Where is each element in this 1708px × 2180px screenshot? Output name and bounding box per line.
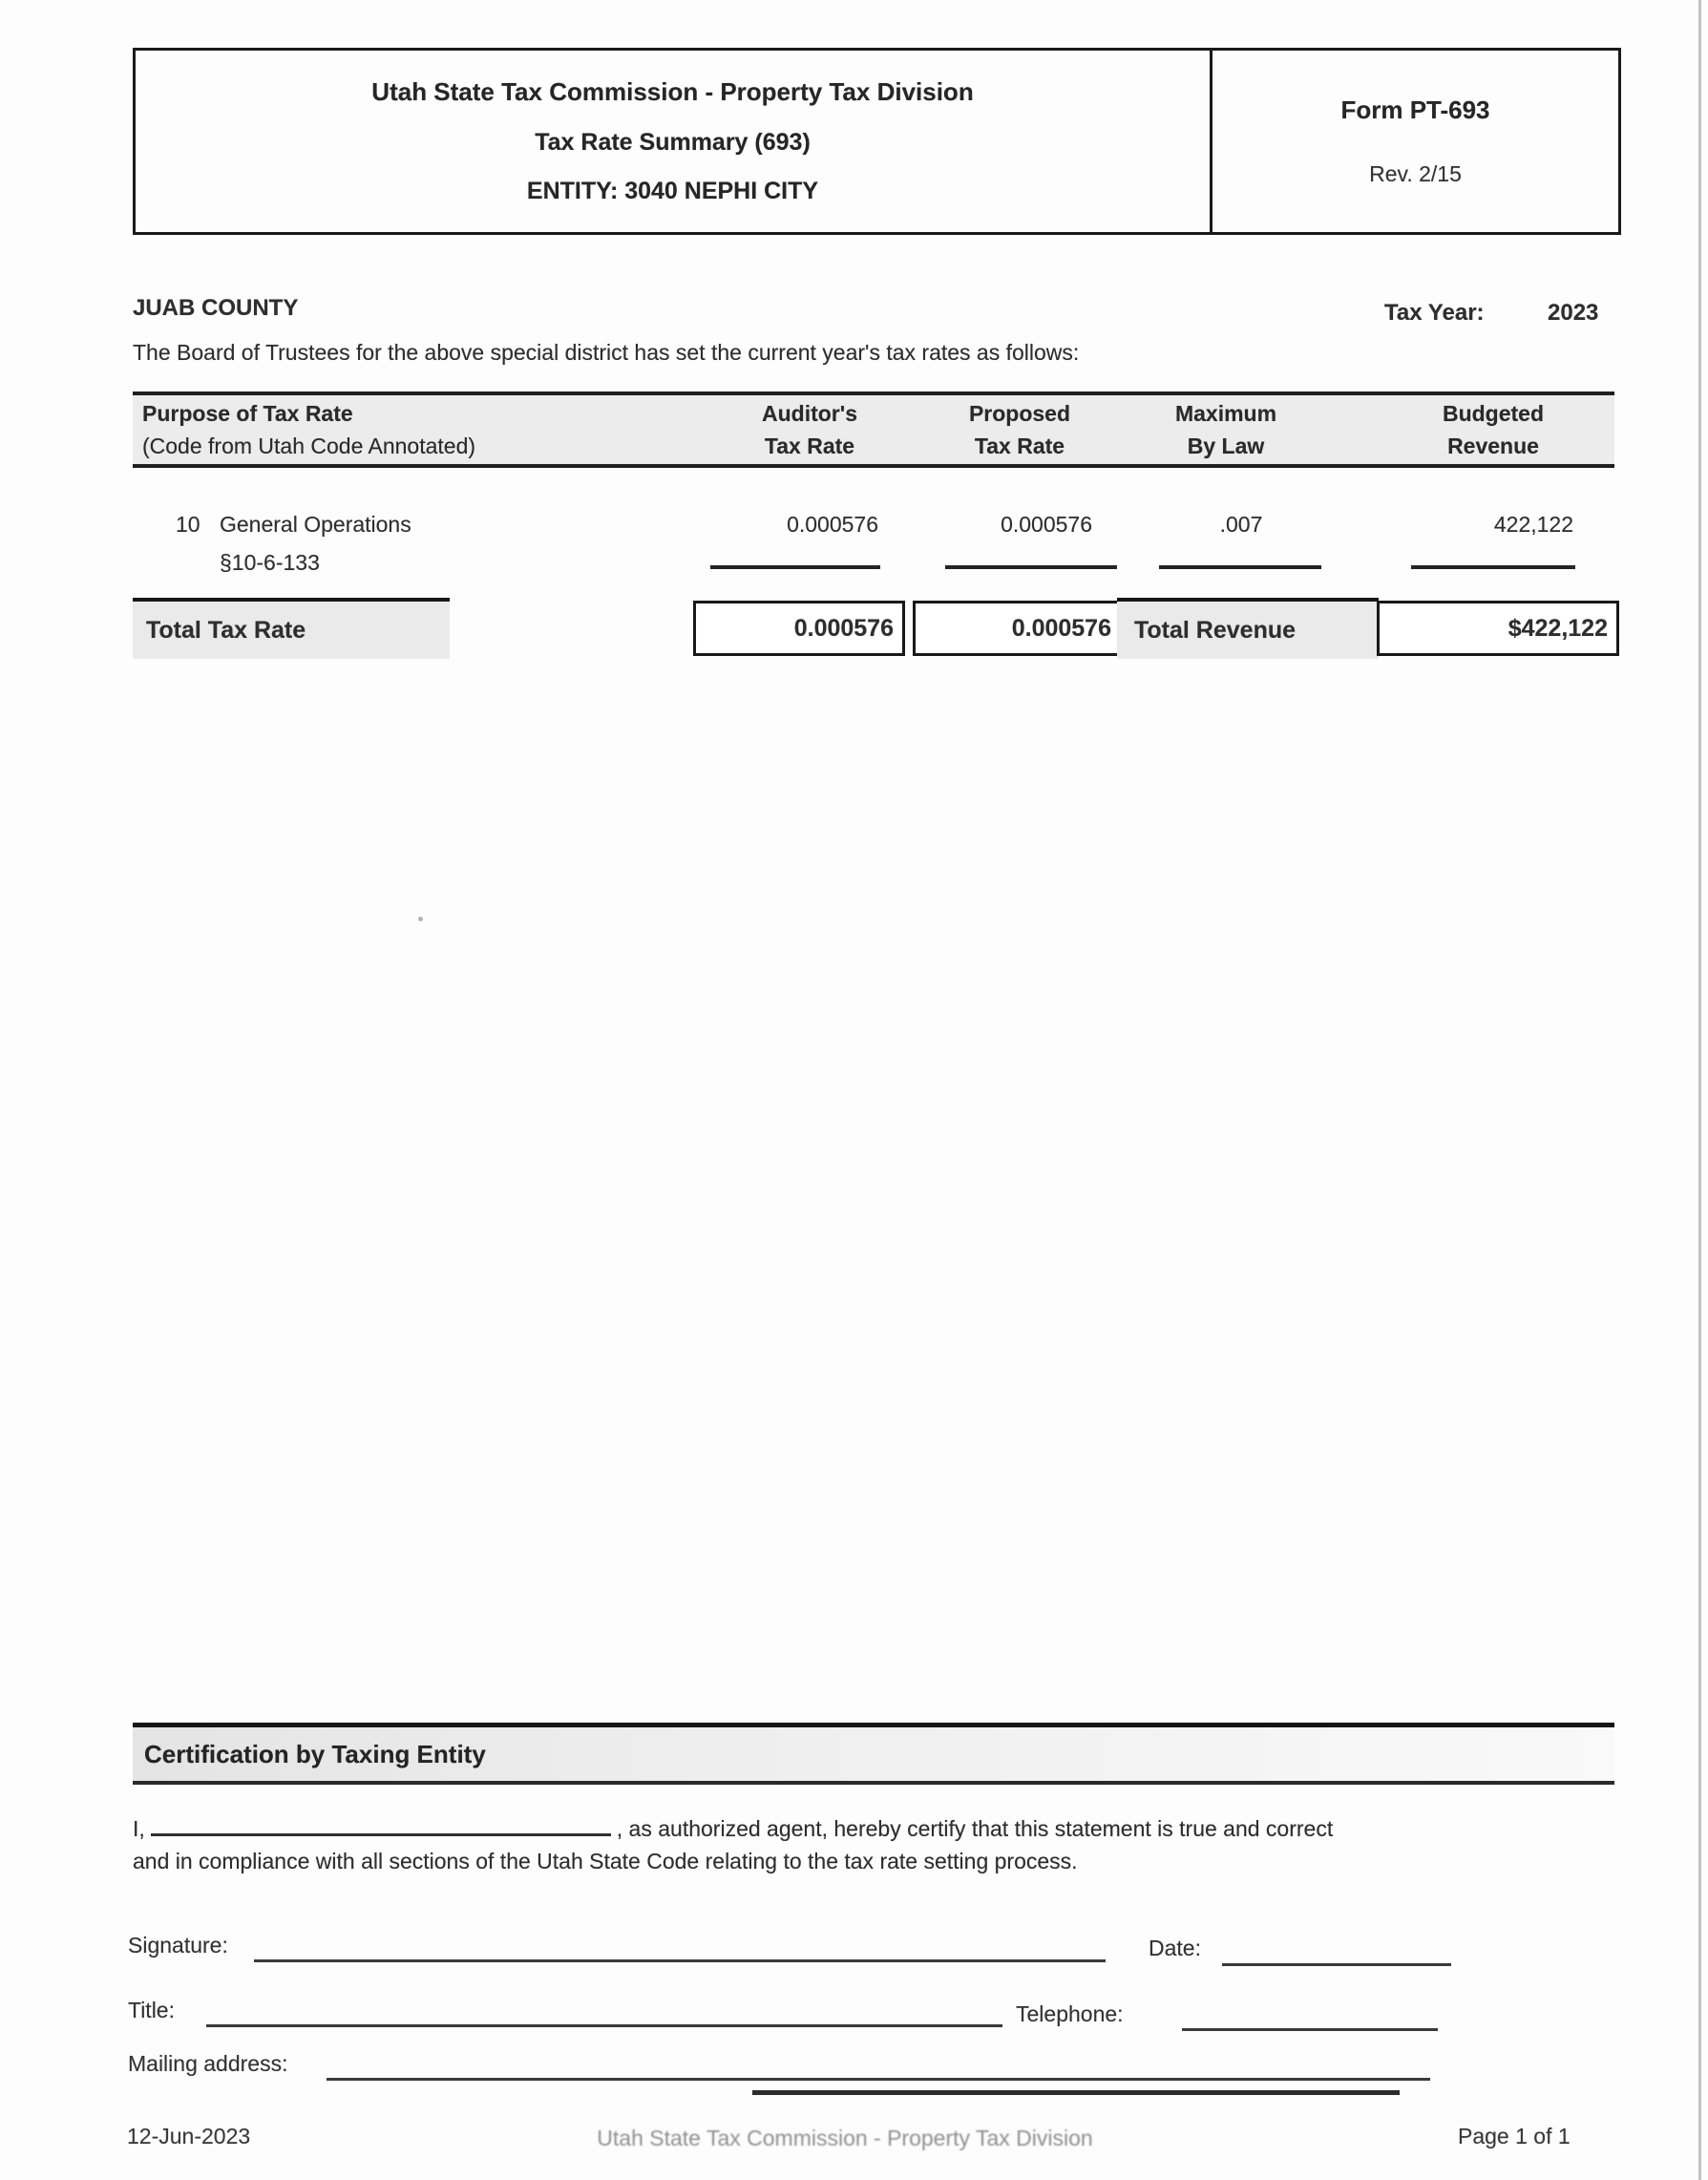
col-proposed-line2: Tax Rate: [974, 434, 1065, 458]
col-purpose-line1: Purpose of Tax Rate: [142, 401, 353, 426]
mailing-address-blank: [327, 2078, 1430, 2081]
maximum-sum-rule: [1159, 565, 1321, 569]
total-auditors-box: [693, 601, 905, 656]
date-label: Date:: [1149, 1936, 1201, 1960]
tax-year-label: Tax Year:: [1384, 300, 1485, 326]
total-revenue-value: $422,122: [1508, 614, 1608, 642]
col-auditors-line2: Tax Rate: [764, 434, 855, 458]
total-revenue-label: Total Revenue: [1134, 616, 1297, 644]
total-proposed-box: [913, 601, 1123, 656]
form-header-left: [136, 51, 1212, 232]
row-auditors-rate: 0.000576: [787, 512, 878, 537]
footer-agency: Utah State Tax Commission - Property Tax Division: [597, 2126, 1093, 2150]
title-label: Title:: [128, 1998, 175, 2022]
total-tax-rate-label: Total Tax Rate: [146, 616, 306, 644]
scan-speck: [418, 917, 423, 921]
budgeted-sum-rule: [1411, 565, 1575, 569]
row-statute: §10-6-133: [220, 550, 320, 575]
date-blank: [1222, 1963, 1451, 1966]
tax-year-value: 2023: [1548, 300, 1599, 326]
form-header-right: [1212, 51, 1618, 232]
row-purpose: General Operations: [220, 512, 411, 537]
agent-name-blank: [151, 1810, 611, 1836]
footer-page-number: Page 1 of 1: [1458, 2124, 1571, 2148]
form-subtitle: Tax Rate Summary (693): [535, 128, 811, 156]
scan-artifact-line: [752, 2090, 1400, 2095]
row-proposed-rate: 0.000576: [1001, 512, 1092, 537]
col-budgeted-line1: Budgeted: [1442, 401, 1545, 426]
certification-statement-line1: [133, 1810, 1333, 1842]
total-revenue-box: [1377, 601, 1619, 656]
table-header-band: [133, 392, 1614, 468]
col-budgeted-line2: Revenue: [1447, 434, 1539, 458]
col-proposed-line1: Proposed: [968, 401, 1071, 426]
total-auditors-value: 0.000576: [793, 614, 894, 642]
total-tax-rate-band: [133, 598, 450, 659]
mailing-address-label: Mailing address:: [128, 2051, 288, 2076]
signature-blank: [254, 1959, 1106, 1962]
row-code: 10: [176, 512, 200, 537]
total-revenue-band: [1117, 598, 1379, 659]
form-number: Form PT-693: [1340, 95, 1490, 125]
certification-banner: [133, 1723, 1614, 1785]
intro-statement: The Board of Trustees for the above special district has set the current year's tax rates as follows:: [133, 340, 1080, 365]
certification-suffix: , as authorized agent, hereby certify that this statement is true and correct: [616, 1816, 1334, 1841]
scan-edge-line: [1698, 0, 1701, 2180]
total-proposed-value: 0.000576: [1011, 614, 1111, 642]
row-maximum-by-law: .007: [1219, 512, 1263, 537]
col-auditors-line1: Auditor's: [761, 401, 858, 426]
form-revision: Rev. 2/15: [1369, 160, 1462, 186]
county-name: JUAB COUNTY: [133, 295, 299, 321]
certification-statement-line2: and in compliance with all sections of the Utah State Code relating to the tax rate setting process.: [133, 1849, 1078, 1873]
col-purpose-line2: (Code from Utah Code Annotated): [142, 434, 476, 458]
form-header-box: [133, 48, 1621, 235]
certification-prefix: I,: [133, 1816, 145, 1841]
telephone-blank: [1182, 2028, 1438, 2031]
proposed-sum-rule: [945, 565, 1117, 569]
title-blank: [206, 2024, 1002, 2027]
entity-name: ENTITY: 3040 NEPHI CITY: [526, 177, 819, 204]
certification-title: Certification by Taxing Entity: [144, 1739, 486, 1768]
row-budgeted-revenue: 422,122: [1493, 512, 1573, 537]
agency-title: Utah State Tax Commission - Property Tax Division: [371, 77, 974, 107]
telephone-label: Telephone:: [1016, 2001, 1124, 2026]
auditors-sum-rule: [710, 565, 880, 569]
signature-label: Signature:: [128, 1933, 228, 1958]
col-maximum-line1: Maximum: [1174, 401, 1277, 426]
footer-date: 12-Jun-2023: [127, 2124, 251, 2148]
col-maximum-line2: By Law: [1187, 434, 1265, 458]
